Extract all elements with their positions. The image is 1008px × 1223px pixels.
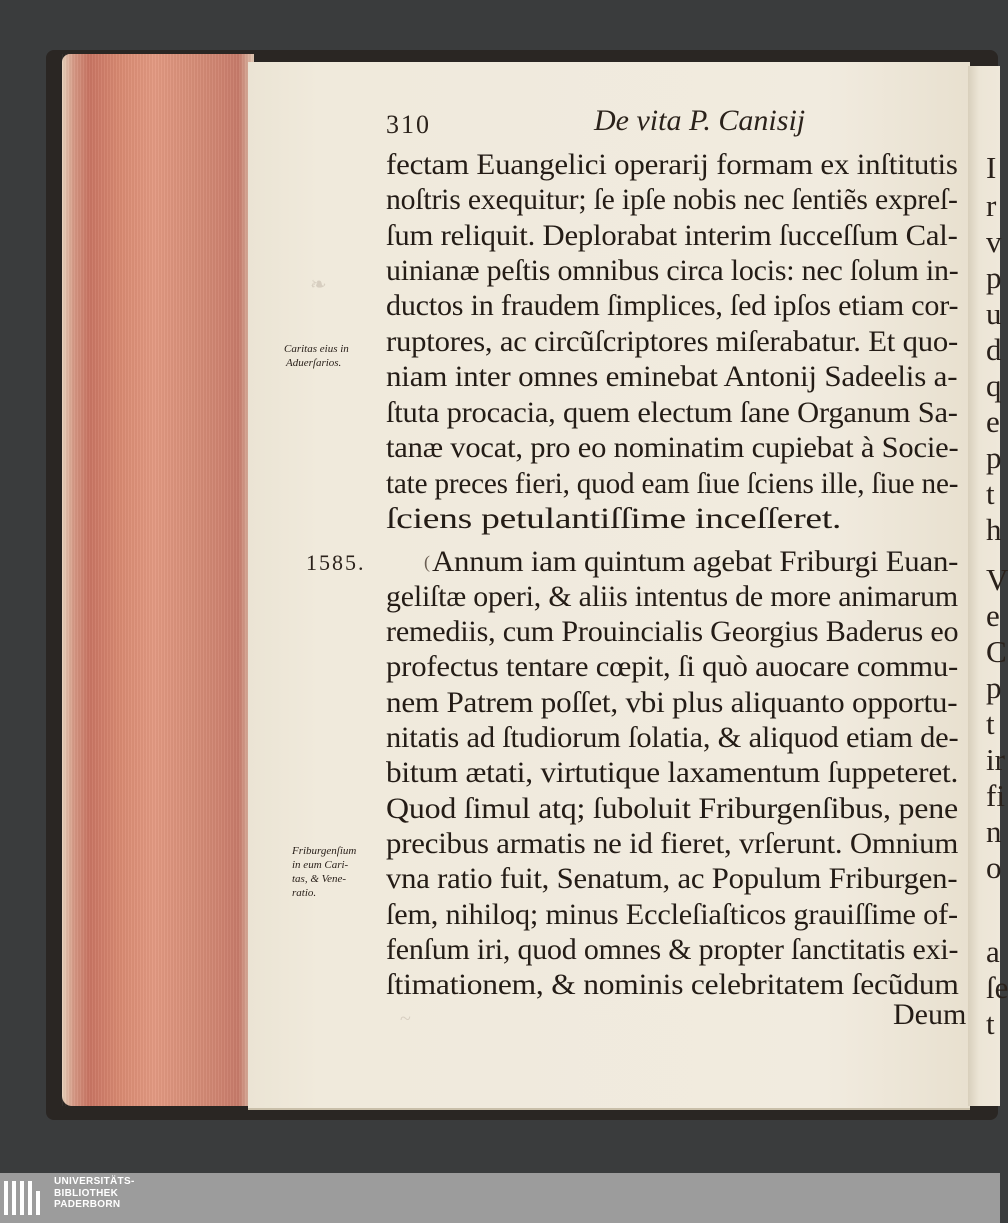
facing-letter: d [986, 332, 1002, 367]
marginal-note-line: Caritas eius in [284, 343, 349, 355]
facing-letter: t [986, 476, 995, 511]
library-logo-icon [2, 1177, 46, 1219]
text-line: profectus tentare cœpit, ſi quò auocare commu- [386, 650, 959, 683]
facing-letter: e [986, 598, 1000, 633]
text-line: vna ratio fuit, Senatum, ac Populum Friburgen- [386, 862, 958, 895]
text-line: ſtuta procacia, quem electum ſane Organum Sa- [386, 396, 958, 429]
marginal-note-line: Aduerſarios. [286, 357, 342, 369]
text-line: precibus armatis ne id fieret, vrſerunt. Omnium [386, 827, 959, 860]
facing-letter: n [986, 814, 1002, 849]
text-line: ſem, nihiloq; minus Eccleſiaſticos grauiſſime of- [386, 898, 958, 931]
page-header [386, 104, 826, 144]
facing-letter: V [986, 562, 1008, 597]
facing-letter: t [986, 706, 995, 741]
facing-letter: o [986, 850, 1002, 885]
facing-letter: p [986, 440, 1002, 475]
margin-year: 1585. [306, 550, 366, 575]
marginal-note-line: tas, & Vene- [292, 873, 347, 885]
facing-letter: t [986, 1006, 995, 1041]
show-through-mark: ❧ [310, 274, 327, 296]
text-line: geliſtæ operi, & aliis intentus de more animarum [386, 580, 958, 613]
text-line: ſciens petulantiſſime inceſſeret. [386, 502, 842, 535]
marginal-note-line: ratio. [292, 887, 317, 899]
facing-letter: ir [986, 742, 1005, 777]
text-line: ſtimationem, & nominis celebritatem ſecũdum [386, 968, 959, 1001]
facing-letter: fi [986, 778, 1005, 813]
text-line: tanæ vocat, pro eo nominatim cupiebat à Socie- [386, 431, 959, 464]
facing-letter: p [986, 260, 1002, 295]
catchword: Deum [893, 998, 967, 1031]
library-name-line: UNIVERSITÄTS- [54, 1176, 135, 1187]
text-line: bitum ætati, virtutique laxamentum ſuppeteret. [386, 756, 959, 789]
text-line: ductos in fraudem ſimplices, ſed ipſos etiam cor- [386, 289, 959, 322]
text-line: noſtris exequitur; ſe ipſe nobis nec ſentiẽs expreſ- [386, 183, 958, 216]
facing-letter: h [986, 512, 1002, 547]
marginal-note [292, 844, 356, 900]
text-line: fectam Euangelici operarij formam ex inſtitutis [386, 148, 958, 181]
marginal-note-line: in eum Cari- [292, 859, 349, 871]
library-footer [0, 1173, 1000, 1223]
text-line: Quod ſimul atq; ſuboluit Friburgenſibus, pene [386, 792, 959, 825]
library-name-line: BIBLIOTHEK [54, 1187, 119, 1199]
facing-letter: v [986, 224, 1002, 259]
facing-letter: q [986, 368, 1002, 403]
facing-letter: r [986, 188, 997, 223]
running-head: De vita P. Canisij [594, 104, 806, 137]
facing-letter: a [986, 934, 1000, 969]
show-through-mark: ~ [400, 1008, 411, 1030]
page-fore-edge [62, 54, 254, 1106]
facing-letter: e [986, 404, 1000, 439]
marginal-note [284, 342, 349, 370]
facing-letter: I [986, 150, 997, 185]
library-name [54, 1176, 135, 1211]
text-line: fenſum iri, quod omnes & propter ſanctitatis exi- [386, 933, 959, 966]
text-line: nitatis ad ſtudiorum ſolatia, & aliquod etiam de- [386, 721, 959, 754]
text-line: nem Patrem poſſet, vbi plus aliquanto opportu- [386, 686, 958, 719]
text-line: Annum iam quintum agebat Friburgi Euan- [432, 545, 959, 578]
text-line: remediis, cum Prouincialis Georgius Baderus eo [386, 615, 959, 648]
text-line: ſum reliquit. Deplorabat interim ſucceſſum Cal- [386, 219, 958, 252]
paragraph-mark: ( [424, 552, 430, 572]
facing-letter: ſe [986, 970, 1008, 1005]
library-name-line: PADERBORN [54, 1199, 121, 1210]
facing-page-edge [968, 66, 1008, 1106]
text-line: uinianæ peſtis omnibus circa locis: nec ſolum in- [386, 254, 959, 287]
text-line: ruptores, ac circũſcriptores miſerabatur. Et quo- [386, 325, 959, 358]
marginal-note-line: Friburgenſium [292, 845, 357, 857]
facing-letter: u [986, 296, 1002, 331]
text-line: niam inter omnes eminebat Antonij Sadeelis a- [386, 360, 958, 393]
page-number: 310 [386, 110, 431, 139]
facing-letter: C [986, 634, 1007, 669]
text-line: tate preces fieri, quod eam ſiue ſciens ille, ſiue ne- [386, 467, 959, 500]
facing-letter: p [986, 670, 1002, 705]
